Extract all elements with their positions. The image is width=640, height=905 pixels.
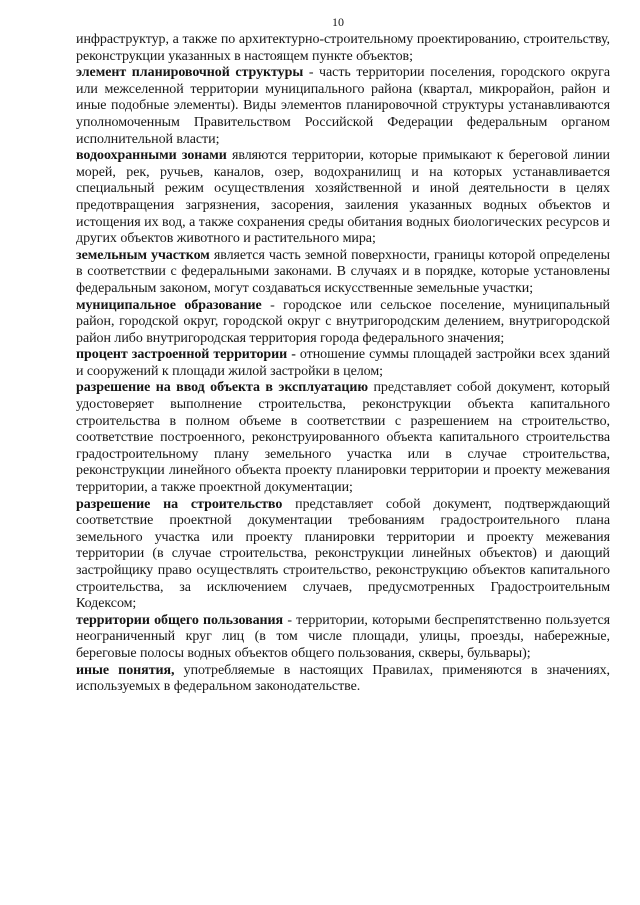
definition-term: территории общего пользования: [76, 612, 284, 628]
definition-term: разрешение на строительство: [76, 496, 283, 512]
intro-paragraph: инфраструктур, а также по архитектурно-строительному проектированию, строительству, реконструкции указанных в настоящем пункте объектов;: [76, 32, 610, 64]
definition-term: процент застроенной территории -: [76, 347, 296, 363]
definition-entry: [76, 497, 610, 613]
definition-term: элемент планировочной структуры: [76, 65, 304, 81]
page-number: 10: [332, 15, 344, 29]
definition-text: употребляемые в настоящих Правилах, применяются в значениях, используемых в федеральном законодательстве.: [76, 662, 610, 695]
definition-term: разрешение на ввод объекта в эксплуатацию: [76, 380, 369, 396]
definition-text: являются территории, которые примыкают к береговой линии морей, рек, ручьев, каналов, озер, водохранилищ и на которых устанавливается специальный режим осуществления хозяйственной и иной деятельности в целях предотвращения загрязнения, засорения, заиления указанных водных объектов и истощения их вод, а также сохранения среды обитания водных биологических ресурсов и других объектов животного и растительного мира;: [76, 148, 610, 247]
definition-text: отношение суммы площадей застройки всех зданий и сооружений к площади жилой застройки в целом;: [76, 347, 610, 379]
definition-text: представляет собой документ, подтверждающий соответствие проектной документации требованиям градостроительного плана земельного участка или проекту планировки территории и проекту межевания территории (в случае строительства, реконструкции линейных объектов) и дающий застройщику право осуществлять строительство, реконструкцию объектов капитального строительства, за исключением случаев, предусмотренных Градостроительным Кодексом;: [76, 496, 611, 612]
definitions-text: [76, 32, 610, 696]
definition-entry: [76, 148, 610, 248]
definition-term: иные понятия,: [76, 662, 175, 678]
definition-text: - часть территории поселения, городского округа или межселенной территории муниципального района (квартал, микрорайон, район и иные подобные элементы). Виды элементов планировочной структуры устанавливаются уполномоченным Правительством Российской Федерации федеральным органом исполнительной власти;: [76, 65, 610, 147]
definition-list: [76, 65, 610, 696]
definition-entry: [76, 65, 610, 148]
definition-entry: [76, 663, 610, 696]
definition-text: является часть земной поверхности, границы которой определены в соответствии с федеральными законами. В случаях и в порядке, которые установлены федеральным законом, могут создаваться искусственные земельные участки;: [76, 247, 611, 296]
definition-term: муниципальное образование: [76, 297, 262, 313]
definition-entry: [76, 613, 610, 663]
definition-entry: [76, 380, 610, 496]
definition-entry: [76, 248, 610, 298]
definition-text: - территории, которыми беспрепятственно пользуется неограниченный круг лиц (в том числе площади, улицы, проезды, набережные, береговые полосы водных объектов общего пользования, скверы, бульвары);: [76, 612, 610, 661]
definition-text: - городское или сельское поселение, муниципальный район, городской округ, городской округ с внутригородским делением, внутригородской район либо внутригородская территория города федерального значения;: [76, 297, 610, 346]
definition-term: земельным участком: [76, 247, 210, 263]
definition-text: представляет собой документ, который удостоверяет выполнение строительства, реконструкции объекта капитального строительства в полном объеме в соответствии с разрешением на строительство, соответствие построенного, реконструированного объекта капитального строительства градостроительному плану земельного участка или в случае строительства, реконструкции линейного объекта проекту планировки территории и проекту межевания территории, а также проектной документации;: [76, 380, 610, 496]
definition-entry: [76, 298, 610, 348]
definition-entry: [76, 347, 610, 380]
definition-term: водоохранными зонами: [76, 148, 227, 164]
